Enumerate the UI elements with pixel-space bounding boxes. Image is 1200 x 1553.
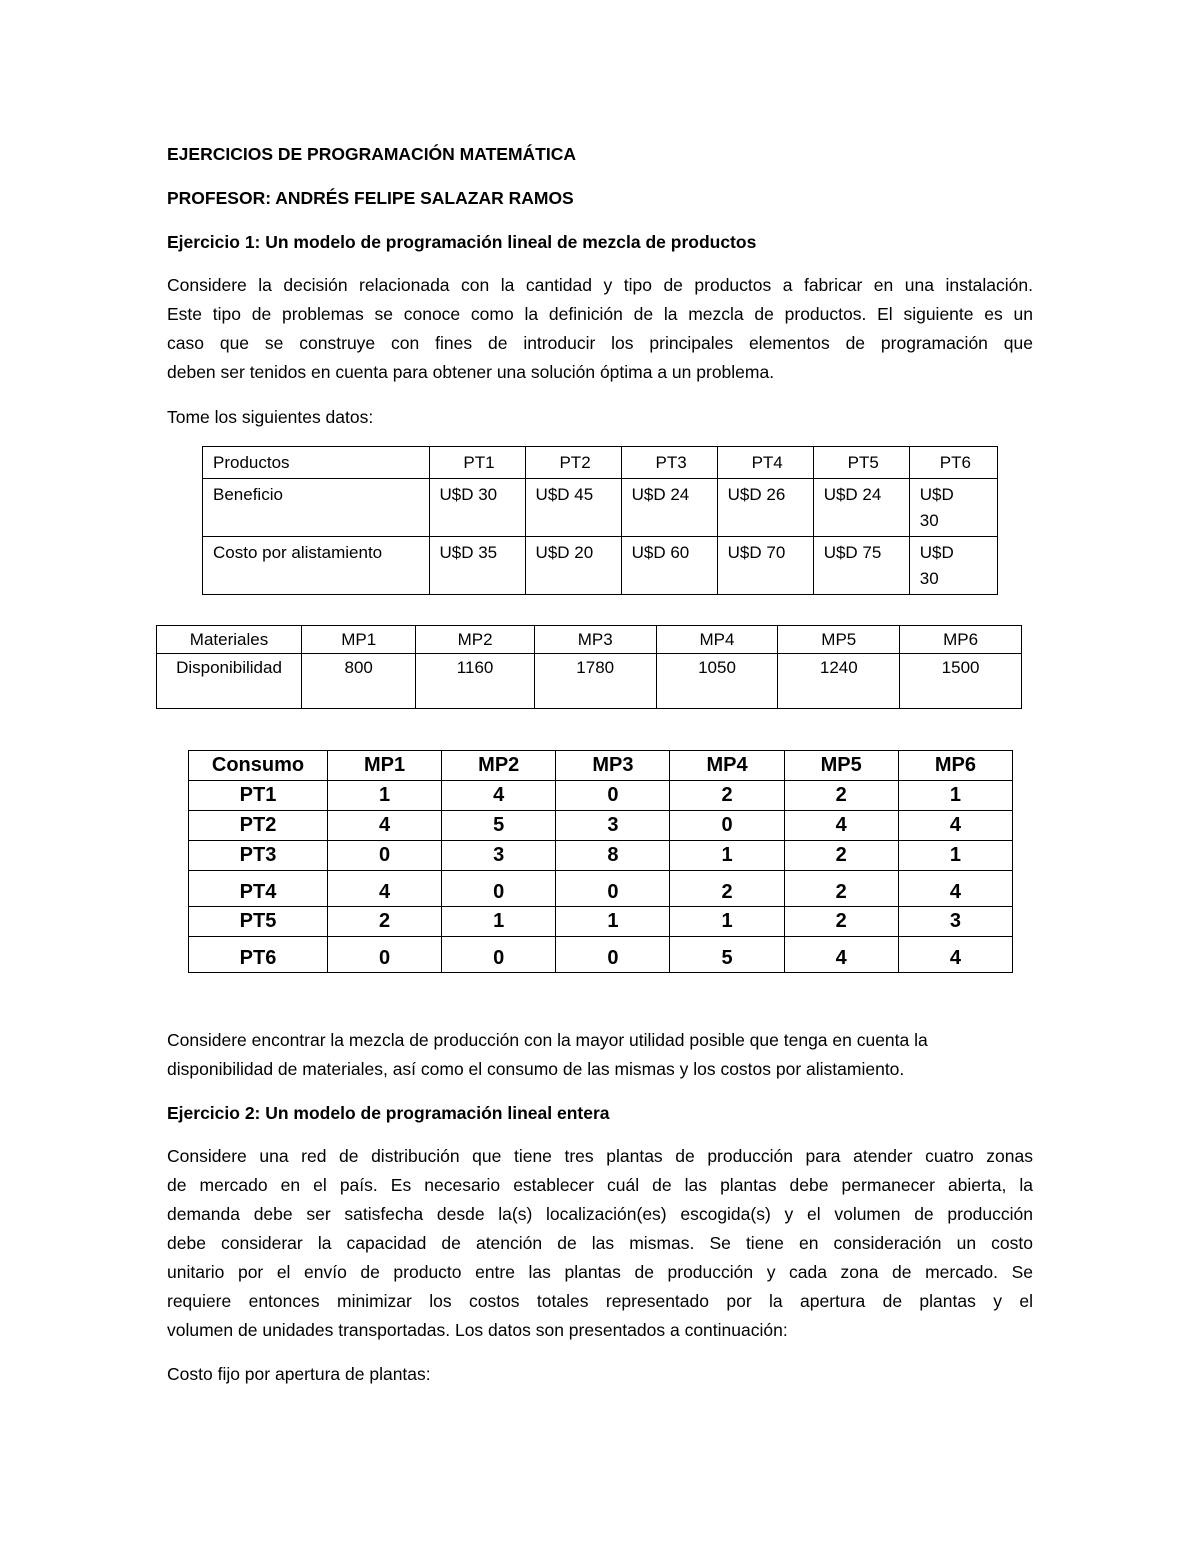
paragraph-line: Considere la decisión relacionada con la cantidad y tipo de productos a fabricar en una instalación.	[167, 275, 1033, 295]
table-header-cell: PT3	[621, 447, 717, 479]
table-header-cell: MP5	[778, 626, 900, 654]
table-cell: 1780	[534, 654, 656, 709]
table-header-cell: PT2	[525, 447, 621, 479]
table-cell: PT4	[189, 871, 328, 907]
table-cell: 4	[328, 811, 442, 841]
table-cell: 1050	[656, 654, 778, 709]
paragraph-line: disponibilidad de materiales, así como el consumo de las mismas y los costos por alistamiento.	[167, 1059, 905, 1079]
table-header-cell: PT6	[909, 447, 997, 479]
table-header-cell: Consumo	[189, 751, 328, 781]
table-cell: 4	[784, 811, 898, 841]
table-header-row	[189, 751, 1013, 781]
table-cell: PT2	[189, 811, 328, 841]
table-row	[189, 811, 1013, 841]
table-cell: 2	[784, 841, 898, 871]
table-cell: 0	[670, 811, 784, 841]
paragraph-line: unitario por el envío de producto entre las plantas de producción y cada zona de mercado. Se	[167, 1262, 1033, 1282]
table-cell: 1	[898, 781, 1012, 811]
exercise2-paragraph	[167, 1142, 1033, 1345]
table-cell: PT3	[189, 841, 328, 871]
table-cell: U$D 70	[717, 537, 813, 595]
table-cell: 5	[442, 811, 556, 841]
products-table	[202, 446, 998, 595]
table-row	[203, 479, 998, 537]
table-cell: 5	[670, 937, 784, 973]
paragraph-line: requiere entonces minimizar los costos totales representado por la apertura de plantas y el	[167, 1291, 1033, 1311]
table-cell: Disponibilidad	[157, 654, 302, 709]
table-cell: 2	[784, 871, 898, 907]
table-row	[189, 841, 1013, 871]
table-cell: U$D 30	[909, 479, 997, 537]
table-cell: U$D 24	[813, 479, 909, 537]
table-cell: 0	[556, 937, 670, 973]
table-cell: 4	[898, 937, 1012, 973]
consumption-table	[188, 750, 1013, 973]
table-cell: 3	[556, 811, 670, 841]
table-cell: U$D 60	[621, 537, 717, 595]
table-header-cell: MP6	[898, 751, 1012, 781]
document-title: EJERCICIOS DE PROGRAMACIÓN MATEMÁTICA	[167, 144, 576, 164]
paragraph-line: demanda debe ser satisfecha desde la(s) localización(es) escogida(s) y el volumen de producción	[167, 1204, 1033, 1224]
table-cell: 4	[442, 781, 556, 811]
table-cell: 8	[556, 841, 670, 871]
table-cell: U$D 24	[621, 479, 717, 537]
table-cell: 1	[556, 907, 670, 937]
table-cell: 1	[442, 907, 556, 937]
table-header-row	[203, 447, 998, 479]
table-cell: PT1	[189, 781, 328, 811]
table-header-cell: MP2	[416, 626, 534, 654]
paragraph-line: caso que se construye con fines de introducir los principales elementos de programación que	[167, 333, 1033, 353]
table-cell: PT6	[189, 937, 328, 973]
table-header-cell: PT1	[429, 447, 525, 479]
table-cell: 1160	[416, 654, 534, 709]
table-cell: 0	[556, 871, 670, 907]
table-cell: U$D 75	[813, 537, 909, 595]
table-cell: 1240	[778, 654, 900, 709]
table-cell: 3	[898, 907, 1012, 937]
table-cell: 0	[328, 937, 442, 973]
exercise1-paragraph	[167, 271, 1033, 387]
table-header-cell: MP5	[784, 751, 898, 781]
table-cell: Costo por alistamiento	[203, 537, 430, 595]
paragraph-line: de mercado en el país. Es necesario establecer cuál de las plantas debe permanecer abierta, la	[167, 1175, 1033, 1195]
table-row	[189, 907, 1013, 937]
table-cell: U$D 35	[429, 537, 525, 595]
table-cell: 0	[556, 781, 670, 811]
table-header-cell: Materiales	[157, 626, 302, 654]
table-cell: 3	[442, 841, 556, 871]
table-cell: 4	[898, 811, 1012, 841]
table-row	[189, 937, 1013, 973]
table-cell: 2	[328, 907, 442, 937]
table-header-row	[157, 626, 1022, 654]
professor-line: PROFESOR: ANDRÉS FELIPE SALAZAR RAMOS	[167, 188, 574, 208]
exercise2-heading: Ejercicio 2: Un modelo de programación lineal entera	[167, 1103, 610, 1123]
table-cell: U$D 30	[429, 479, 525, 537]
table-header-cell: MP3	[534, 626, 656, 654]
table-header-cell: MP6	[900, 626, 1022, 654]
table-cell: 4	[328, 871, 442, 907]
paragraph-line: deben ser tenidos en cuenta para obtener una solución óptima a un problema.	[167, 362, 775, 382]
table-row	[203, 537, 998, 595]
table-header-cell: MP1	[302, 626, 416, 654]
table-header-cell: MP4	[670, 751, 784, 781]
table-cell: 4	[784, 937, 898, 973]
table-cell: U$D 20	[525, 537, 621, 595]
table-header-cell: PT5	[813, 447, 909, 479]
table-cell: Beneficio	[203, 479, 430, 537]
table-cell: 800	[302, 654, 416, 709]
table-cell: U$D 30	[909, 537, 997, 595]
table-header-cell: MP4	[656, 626, 778, 654]
table-header-cell: MP2	[442, 751, 556, 781]
fixed-cost-label: Costo fijo por apertura de plantas:	[167, 1364, 431, 1384]
table-cell: 2	[784, 907, 898, 937]
exercise1-closing	[167, 1026, 1033, 1084]
table-cell: U$D 26	[717, 479, 813, 537]
materials-table	[156, 625, 1022, 709]
table-header-cell: PT4	[717, 447, 813, 479]
table-cell: 0	[442, 871, 556, 907]
table-cell: 0	[442, 937, 556, 973]
table-header-cell: MP3	[556, 751, 670, 781]
paragraph-line: Considere una red de distribución que tiene tres plantas de producción para atender cuatro zonas	[167, 1146, 1033, 1166]
paragraph-line: debe considerar la capacidad de atención de las mismas. Se tiene en consideración un costo	[167, 1233, 1033, 1253]
table-cell: 1	[898, 841, 1012, 871]
table-row	[189, 781, 1013, 811]
table-cell: 0	[328, 841, 442, 871]
table-cell: PT5	[189, 907, 328, 937]
paragraph-line: volumen de unidades transportadas. Los datos son presentados a continuación:	[167, 1320, 788, 1340]
table-cell: 2	[784, 781, 898, 811]
paragraph-line: Este tipo de problemas se conoce como la definición de la mezcla de productos. El siguiente es un	[167, 304, 1033, 324]
table-cell: 1500	[900, 654, 1022, 709]
table-header-cell: MP1	[328, 751, 442, 781]
table-cell: 1	[670, 841, 784, 871]
table-row	[189, 871, 1013, 907]
table-row	[157, 654, 1022, 709]
table-cell: 2	[670, 871, 784, 907]
paragraph-line: Considere encontrar la mezcla de producción con la mayor utilidad posible que tenga en cuenta la	[167, 1030, 928, 1050]
table-cell: 2	[670, 781, 784, 811]
exercise1-heading: Ejercicio 1: Un modelo de programación lineal de mezcla de productos	[167, 232, 757, 252]
table-cell: 1	[328, 781, 442, 811]
data-intro: Tome los siguientes datos:	[167, 407, 374, 427]
table-cell: 4	[898, 871, 1012, 907]
table-cell: U$D 45	[525, 479, 621, 537]
table-header-cell: Productos	[203, 447, 430, 479]
table-cell: 1	[670, 907, 784, 937]
